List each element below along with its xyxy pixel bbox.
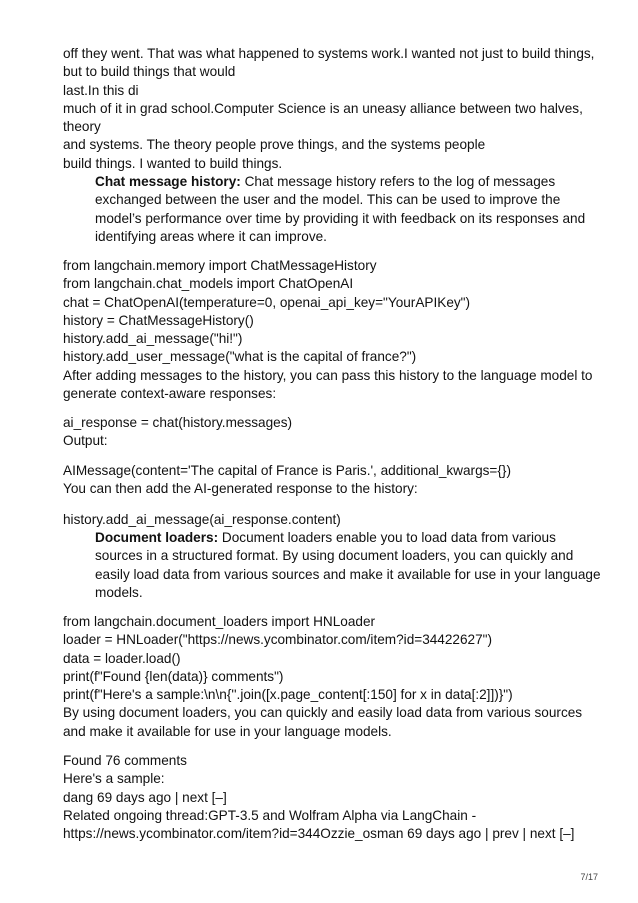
text-line: By using document loaders, you can quickly and easily load data from various sources xyxy=(63,705,583,721)
code-line: AIMessage(content='The capital of France is Paris.', additional_kwargs={}) xyxy=(63,463,511,478)
chat-history-item xyxy=(63,173,586,246)
chat-history-label: Chat message history: xyxy=(95,174,241,189)
output-line: https://news.ycombinator.com/item?id=344Ozzie_osman 69 days ago | prev | next [–] xyxy=(63,826,575,842)
code-line: print(f"Found {len(data)} comments") xyxy=(63,668,284,684)
output-line: dang 69 days ago | next [–] xyxy=(63,789,227,805)
code-line: loader = HNLoader("https://news.ycombinator.com/item?id=34422627") xyxy=(63,632,493,648)
text-line: exchanged between the user and the model. This can be used to improve the xyxy=(95,192,561,208)
text-line: Output: xyxy=(63,433,108,449)
text-line xyxy=(95,173,583,191)
intro-paragraph xyxy=(63,45,595,173)
output-line: Related ongoing thread:GPT-3.5 and Wolfram Alpha via LangChain - xyxy=(63,807,477,823)
code-line: data = loader.load() xyxy=(63,650,181,666)
text-line: build things. I wanted to build things. xyxy=(63,155,283,171)
code-line: print(f"Here's a sample:\n\n{''.join([x.page_content[:150] for x in data[:2]])}") xyxy=(63,687,513,703)
text-line: but to build things that would xyxy=(63,64,236,80)
code-block-chat-history xyxy=(63,257,593,403)
text-line xyxy=(95,529,583,547)
output-line: Found 76 comments xyxy=(63,753,187,768)
text-line: models. xyxy=(95,584,143,600)
text-line: and make it available for use in your language models. xyxy=(63,723,392,739)
text-line: theory xyxy=(63,119,101,135)
code-line: history.add_ai_message("hi!") xyxy=(63,331,243,347)
code-block-output xyxy=(63,462,583,499)
text-line: last.In this di xyxy=(63,82,139,98)
code-line: chat = ChatOpenAI(temperature=0, openai_api_key="YourAPIKey") xyxy=(63,294,471,310)
text-line: model’s performance over time by providing it with feedback on its responses and xyxy=(95,210,586,226)
code-line: history.add_ai_message(ai_response.content) xyxy=(63,512,341,527)
doc-loaders-label: Document loaders: xyxy=(95,530,219,545)
code-line: from langchain.document_loaders import HNLoader xyxy=(63,614,376,629)
page-number: 7/17 xyxy=(580,872,598,882)
text-line: You can then add the AI-generated response to the history: xyxy=(63,481,418,497)
code-line: history.add_user_message("what is the capital of france?") xyxy=(63,349,417,365)
text-line: much of it in grad school.Computer Science is an uneasy alliance between two halves, xyxy=(63,100,583,116)
code-line: from langchain.chat_models import ChatOpenAI xyxy=(63,276,354,292)
text-line: After adding messages to the history, you can pass this history to the language model to xyxy=(63,367,593,383)
text-line: off they went. That was what happened to systems work.I wanted not just to build things, xyxy=(63,46,595,61)
code-line: history = ChatMessageHistory() xyxy=(63,312,254,328)
doc-loaders-text: Document loaders enable you to load data from various xyxy=(218,530,556,545)
text-line: and systems. The theory people prove things, and the systems people xyxy=(63,137,486,153)
code-line: ai_response = chat(history.messages) xyxy=(63,415,293,430)
output-line: Here's a sample: xyxy=(63,771,165,787)
code-block-document-loader xyxy=(63,613,583,741)
loader-output-block xyxy=(63,752,583,843)
text-line: identifying areas where it can improve. xyxy=(95,228,327,244)
code-block-ai-response xyxy=(63,414,583,451)
text-line: easily load data from various sources and make it available for use in your language xyxy=(95,566,601,582)
code-block-add-ai-message xyxy=(63,511,583,529)
text-line: generate context-aware responses: xyxy=(63,386,277,402)
chat-history-text: Chat message history refers to the log of messages xyxy=(240,174,556,189)
text-line: sources in a structured format. By using document loaders, you can quickly and xyxy=(95,548,574,564)
doc-loaders-item xyxy=(63,529,601,602)
code-line: from langchain.memory import ChatMessageHistory xyxy=(63,258,377,273)
